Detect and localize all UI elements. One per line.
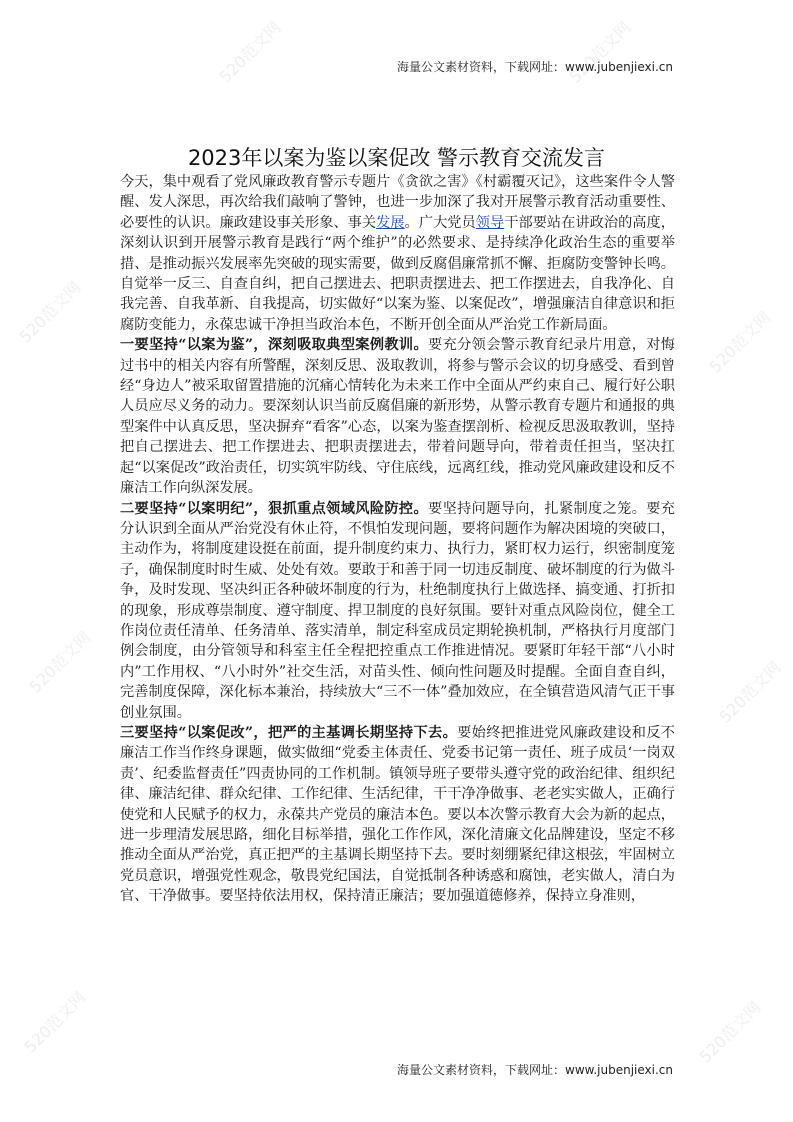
page-title: 2023年以案为鉴以案促改 警示教育交流发言 bbox=[187, 146, 606, 170]
watermark: 520范文网 bbox=[25, 627, 95, 697]
intro-text: 今天，集中观看了党风廉政教育警示专题片《贪欲之害》《村霸覆灭记》，这些案件令人警醒、发人深思，再次给我们敲响了警钟，也进一步加深了我对开展警示教育活动重要性、必要性的认识。廉政建设事关形象、事关 bbox=[120, 174, 675, 231]
section-heading: 一要坚持“以案为鉴”，深刻吸取典型案例教训。 bbox=[120, 337, 429, 354]
intro-text: 。广大党员 bbox=[404, 214, 476, 231]
watermark: 520范文网 bbox=[15, 277, 85, 347]
section-paragraph-3 bbox=[120, 723, 675, 907]
watermark: 520范文网 bbox=[705, 307, 775, 377]
section-body: 要坚持问题导向，扎紧制度之笼。要充分认识到全面从严治党没有休止符，不惧怕发现问题，要将问题作为解决困境的突破口，主动作为，将制度建设挺在前面，提升制度约束力、执行力，紧盯权力运行，织密制度笼子，确保制度时时生威、处处有效。要敢于和善于同一切违反制度、破坏制度的行为做斗争，及时发现、坚决纠正各种破坏制度的行为，杜绝制度执行上做选择、搞变通、打折扣的现象，形成尊崇制度、遵守制度、捍卫制度的良好氛围。要针对重点风险岗位，健全工作岗位责任清单、任务清单、落实清单，制定科室成员定期轮换机制，严格执行月度部门例会制度，由分管领导和科室主任全程把控重点工作推进情况。要紧盯年轻干部“八小时内”工作用权、“八小时外”社交生活，对苗头性、倾向性问题及时提醒。全面自查自纠，完善制度保障，深化标本兼治，持续放大“三不一体”叠加效应，在全镇营造风清气正干事创业氛围。 bbox=[120, 500, 675, 721]
section-paragraph-2 bbox=[120, 499, 675, 723]
section-heading: 二要坚持“以案明纪”，狠抓重点领域风险防控。 bbox=[120, 500, 429, 517]
intro-text: 干部要站在讲政治的高度，深刻认识到开展警示教育是践行“两个维护”的必然要求、是持续净化政治生态的重要举措、是推动振兴发展率先突破的现实需要，做到反腐倡廉常抓不懈、拒腐防变警钟长鸣。自觉举一反三、自查自纠，把自己摆进去、把职责摆进去、把工作摆进去，自我净化、自我完善、自我革新、自我提高，切实做好“以案为鉴、以案促改”，增强廉洁自律意识和拒腐防变能力，永葆忠诚干净担当政治本色，不断开创全面从严治党工作新局面。 bbox=[120, 214, 675, 333]
section-body: 要充分领会警示教育纪录片用意，对悔过书中的相关内容有所警醒，深刻反思、汲取教训，将参与警示会议的切身感受、看到曾经“身边人”被采取留置措施的沉痛心情转化为未来工作中全面从严约束自己、履行好公职人员应尽义务的动力。要深刻认识当前反腐倡廉的新形势，从警示教育专题片和通报的典型案件中认真反思，坚决摒弃“看客”心态，以案为鉴查摆剖析、检视反思汲取教训，坚持把自己摆进去、把工作摆进去、把职责摆进去，带着问题导向，带着责任担当，坚决扛起“以案促改”政治责任，切实筑牢防线、守住底线，远离红线，推动党风廉政建设和反不廉洁工作向纵深发展。 bbox=[120, 337, 675, 497]
page-header: 海量公文素材资料，下载网址：www.jubenjiexi.cn bbox=[397, 60, 673, 74]
intro-paragraph bbox=[120, 172, 675, 335]
link-lingdao[interactable]: 领导 bbox=[475, 214, 505, 231]
watermark: 520范文网 bbox=[215, 17, 285, 87]
page-footer: 海量公文素材资料，下载网址：www.jubenjiexi.cn bbox=[397, 1063, 673, 1077]
section-body: 要始终把推进党风廉政建设和反不廉洁工作当作终身课题，做实做细“党委主体责任、党委书记第一责任、班子成员‘一岗双责’、纪委监督责任”四责协同的工作机制。镇领导班子要带头遵守党的政治纪律、组织纪律、廉洁纪律、群众纪律、工作纪律、生活纪律，干干净净做事、老老实实做人，正确行使党和人民赋予的权力，永葆共产党员的廉洁本色。要以本次警示教育大会为新的起点，进一步理清发展思路，细化目标举措，强化工作作风，深化清廉文化品牌建设，坚定不移推动全面从严治党，真正把严的主基调长期坚持下去。要时刻绷紧纪律这根弦，牢固树立党员意识，增强党性观念，敬畏党纪国法，自觉抵制各种诱惑和腐蚀，老实做人，清白为官、干净做事。要坚持依法用权，保持清正廉洁；要加强道德修养，保持立身准则， bbox=[120, 724, 675, 905]
section-heading: 三要坚持“以案促改”，把严的主基调长期坚持下去。 bbox=[120, 724, 458, 741]
watermark: 520范文网 bbox=[565, 17, 635, 87]
section-paragraph-1 bbox=[120, 335, 675, 498]
document-body bbox=[120, 172, 675, 907]
watermark: 520范文网 bbox=[715, 657, 785, 727]
link-fazhan[interactable]: 发展 bbox=[376, 214, 405, 231]
watermark: 520范文网 bbox=[695, 997, 765, 1067]
watermark: 520范文网 bbox=[20, 987, 90, 1057]
